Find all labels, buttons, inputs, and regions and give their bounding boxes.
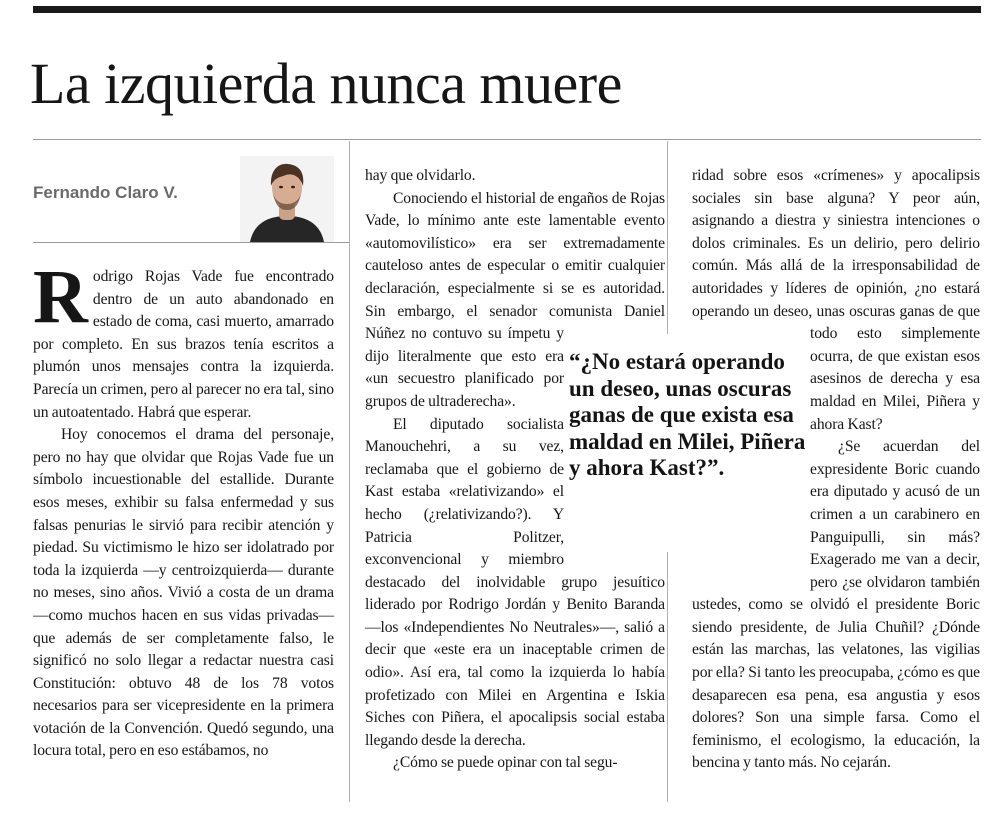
paragraph-4: El diputado socialista Manouchehri, a su vez, reclamaba que el gobierno de Kast estaba «relativizando» el hecho (¿relativizando?). Y Patricia Politzer, exconvencional y miembro destacado del inolvidable grupo jesuítico liderado por Rodrigo Jordán y Benito Baranda —los «Independientes No Neutrales»—, salió a decir que «este era un inaceptable crimen de odio». Así era, tal como la izquierda lo había profetizado con Milei en Argentina e Iskia Siches con Piñera, el apocalipsis social estaba llegando desde la derecha. [365, 415, 665, 749]
headline-rule [33, 139, 981, 140]
paragraph-2 [33, 424, 334, 763]
article-column-1 [33, 255, 334, 763]
paragraph-6: ¿Se acuerdan del expresidente Boric cuando era diputado y acusó de un crimen a un carabinero en Panguipulli, sin más? Exagerado me van a decir, pero ¿se olvidaron también ustedes, como se olvidó el presidente Boric siendo presidente, de Julia Chuñil? ¿Dónde están las marchas, las velatones, las vigilias por ella? Si tanto les preocupaba, ¿cómo es que desaparecen esa pena, esa angustia y esos dolores? Son una simple farsa. Como el feminismo, el ecologismo, la educación, la bencina y tanto más. No cejarán. [692, 438, 980, 772]
headline: La izquierda nunca muere [30, 51, 622, 116]
byline-rule [33, 242, 349, 243]
column-divider [667, 141, 668, 334]
author-byline: Fernando Claro V. [33, 183, 178, 202]
paragraph-5-text: ¿Cómo se puede opinar con tal segu- [393, 754, 618, 772]
paragraph-1-text: odrigo Rojas Vade fue encontrado dentro de un auto abandonado en estado de coma, casi muerto, amarrado por completo. En sus brazos tenía escritos a plumón unos mensajes contra la izquierda. Parecía un crimen, pero al parecer no era tal, sino un autoatentado. Habrá que esperar. [33, 268, 334, 421]
paragraph-2-continued [365, 165, 665, 188]
paragraph-3: Conociendo el historial de engaños de Rojas Vade, lo mínimo ante este lamentable evento «automovilístico» era ser extremadamente cauteloso antes de especular o emitir cualquier declaración, especialmente si se es autoridad. Sin embargo, el senador comunista Daniel Núñez no contuvo su ímpetu y dijo literalmente que esto era «un secuestro planificado por grupos de ultraderecha». [365, 189, 665, 410]
author-portrait-photo [240, 156, 334, 242]
column-divider [667, 552, 668, 802]
top-rule [33, 6, 981, 13]
paragraph-5 [365, 752, 665, 775]
paragraph-2-text-continued: hay que olvidarlo. [365, 167, 476, 184]
drop-cap: R [33, 255, 87, 339]
paragraph-5-text-continued: ridad sobre esos «crímenes» y apocalipsis sociales sin base alguna? Y peor aún, asignando a diestra y siniestra intenciones o dolos criminales. Es un delirio, pero delirio común. Más allá de la irresponsabilidad de autoridades y líderes de opinión, ¿no estará operando un deseo, unas oscuras ganas de que todo esto simplemente ocurra, de que existan esos asesinos de derecha y esa maldad en Milei, Piñera y ahora Kast? [692, 167, 980, 433]
pull-quote: “¿No estará operando un deseo, unas oscuras ganas de que exista esa maldad en Milei, Piñera y ahora Kast?”. [569, 349, 809, 482]
column-divider [349, 141, 350, 802]
paragraph-2-text: Hoy conocemos el drama del personaje, pero no hay que olvidar que Rojas Vade fue un símbolo incuestionable del estallide. Durante esos meses, exhibir su falsa enfermedad y sus falsas penurias le sirvió para recibir atención y piedad. Su victimismo le hizo ser idolatrado por toda la izquierda —y centroizquierda— durante no meses, sino años. Vivió a costa de un drama —como muchos hacen en sus vidas privadas— que además de ser completamente falso, le significó no solo llegar a redactar nuestra casi Constitución: obtuvo 48 de los 78 votos necesarios para ser vicepresidente en la primera votación de la Convención. Quedó segundo, una locura total, pero en eso estábamos, no [33, 426, 334, 760]
paragraph-1 [33, 255, 334, 424]
